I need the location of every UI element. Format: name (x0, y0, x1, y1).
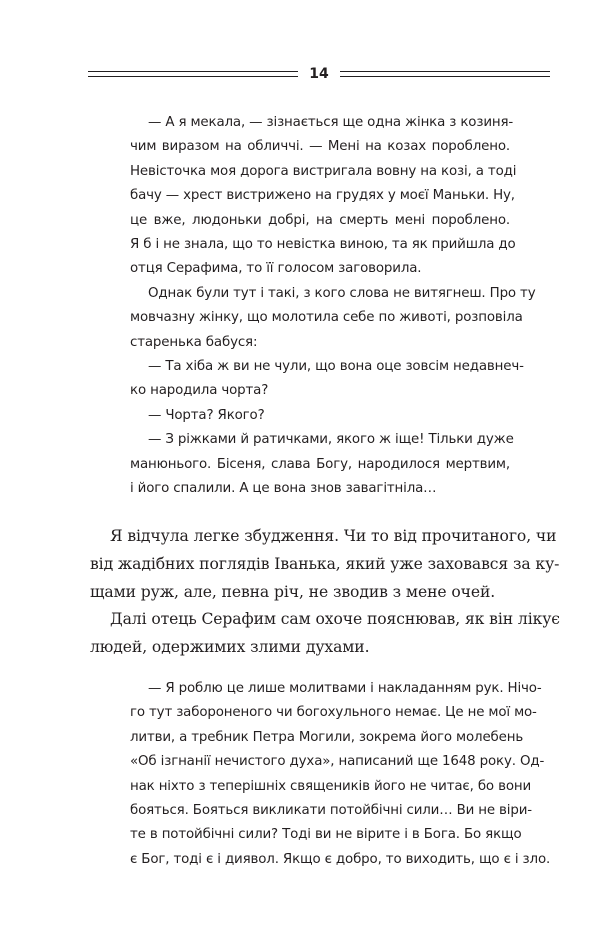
text-line: «Об ізгнанії нечистого духа», написаний ще 1648 року. Од- (130, 754, 545, 770)
text-line: Однак були тут і такі, з кого слова не витягнеш. Про ту (148, 285, 536, 301)
text-line: бачу — хрест вистрижено на грудях у моєї Маньки. Ну, (130, 188, 515, 204)
paragraph (130, 355, 524, 404)
text-line: щами руж, але, певна річ, не зводив з мене очей. (90, 582, 496, 601)
page-number: 14 (309, 66, 329, 82)
text-line: є Бог, тоді є і диявол. Якщо є добро, то виходить, що є і зло. (130, 851, 551, 867)
paragraph (130, 428, 514, 501)
text-line: го тут забороненого чи богохульного немає. Це не мої мо- (130, 705, 537, 721)
running-header (88, 67, 550, 83)
text-line: Далі отець Серафим сам охоче пояснював, як він лікує (110, 610, 560, 629)
text-line: Я відчула легке збудження. Чи то від прочитаного, чи (110, 527, 557, 545)
paragraph (90, 523, 560, 606)
text-line: мовчазну жінку, що молотила себе по животі, розповіла (130, 310, 523, 326)
text-line: — Та хіба ж ви не чули, що вона оце зовсім недавнеч- (148, 359, 524, 375)
paragraph (130, 111, 517, 282)
quoted-excerpt-2 (130, 677, 551, 872)
text-line: манюнього. Бісеня, слава Богу, народилося мертвим, (130, 456, 510, 472)
paragraph (130, 677, 551, 872)
text-line: отця Серафима, то її голосом заговорила. (130, 261, 422, 277)
paragraph (130, 404, 510, 428)
text-line: бояться. Бояться викликати потойбічні сили… Ви не віри- (130, 803, 532, 819)
text-line: Я б і не знала, що то невістка виною, та як прийшла до (130, 237, 516, 253)
header-rule-right (340, 71, 550, 77)
header-rule-left (88, 71, 298, 77)
text-line: від жадібних поглядів Іванька, який уже заховався за ку- (90, 554, 560, 573)
text-line: литви, а требник Петра Могили, зокрема його молебень (130, 729, 524, 745)
text-line: це вже, людоньки добрі, на смерть мені пороблено. (130, 212, 510, 228)
paragraph (90, 606, 560, 662)
quoted-excerpt-1 (130, 111, 536, 502)
paragraph (130, 282, 536, 355)
text-line: чим виразом на обличчі. — Мені на козах пороблено. (130, 139, 510, 155)
text-line: і його спалили. А це вона знов завагітніла… (130, 481, 437, 497)
text-line: Невісточка моя дорога вистригала вовну на козі, а тоді (130, 163, 517, 179)
narrative-text (90, 523, 560, 662)
text-line: старенька бабуся: (130, 334, 258, 350)
text-line: те в потойбічні сили? Тоді ви не вірите і в Бога. Бо якщо (130, 827, 522, 843)
text-line: — З ріжками й ратичками, якого ж іще! Тільки дуже (148, 432, 514, 448)
text-line: ко народила чорта? (130, 383, 269, 399)
text-line: — Чорта? Якого? (148, 407, 265, 423)
text-line: нак ніхто з теперішніх священиків його не читає, бо вони (130, 778, 532, 794)
text-line: людей, одержимих злими духами. (90, 638, 370, 657)
text-line: — А я мекала, — зізнається ще одна жінка з козиня- (148, 115, 514, 130)
text-line: — Я роблю це лише молитвами і накладанням рук. Нічо- (148, 681, 542, 696)
